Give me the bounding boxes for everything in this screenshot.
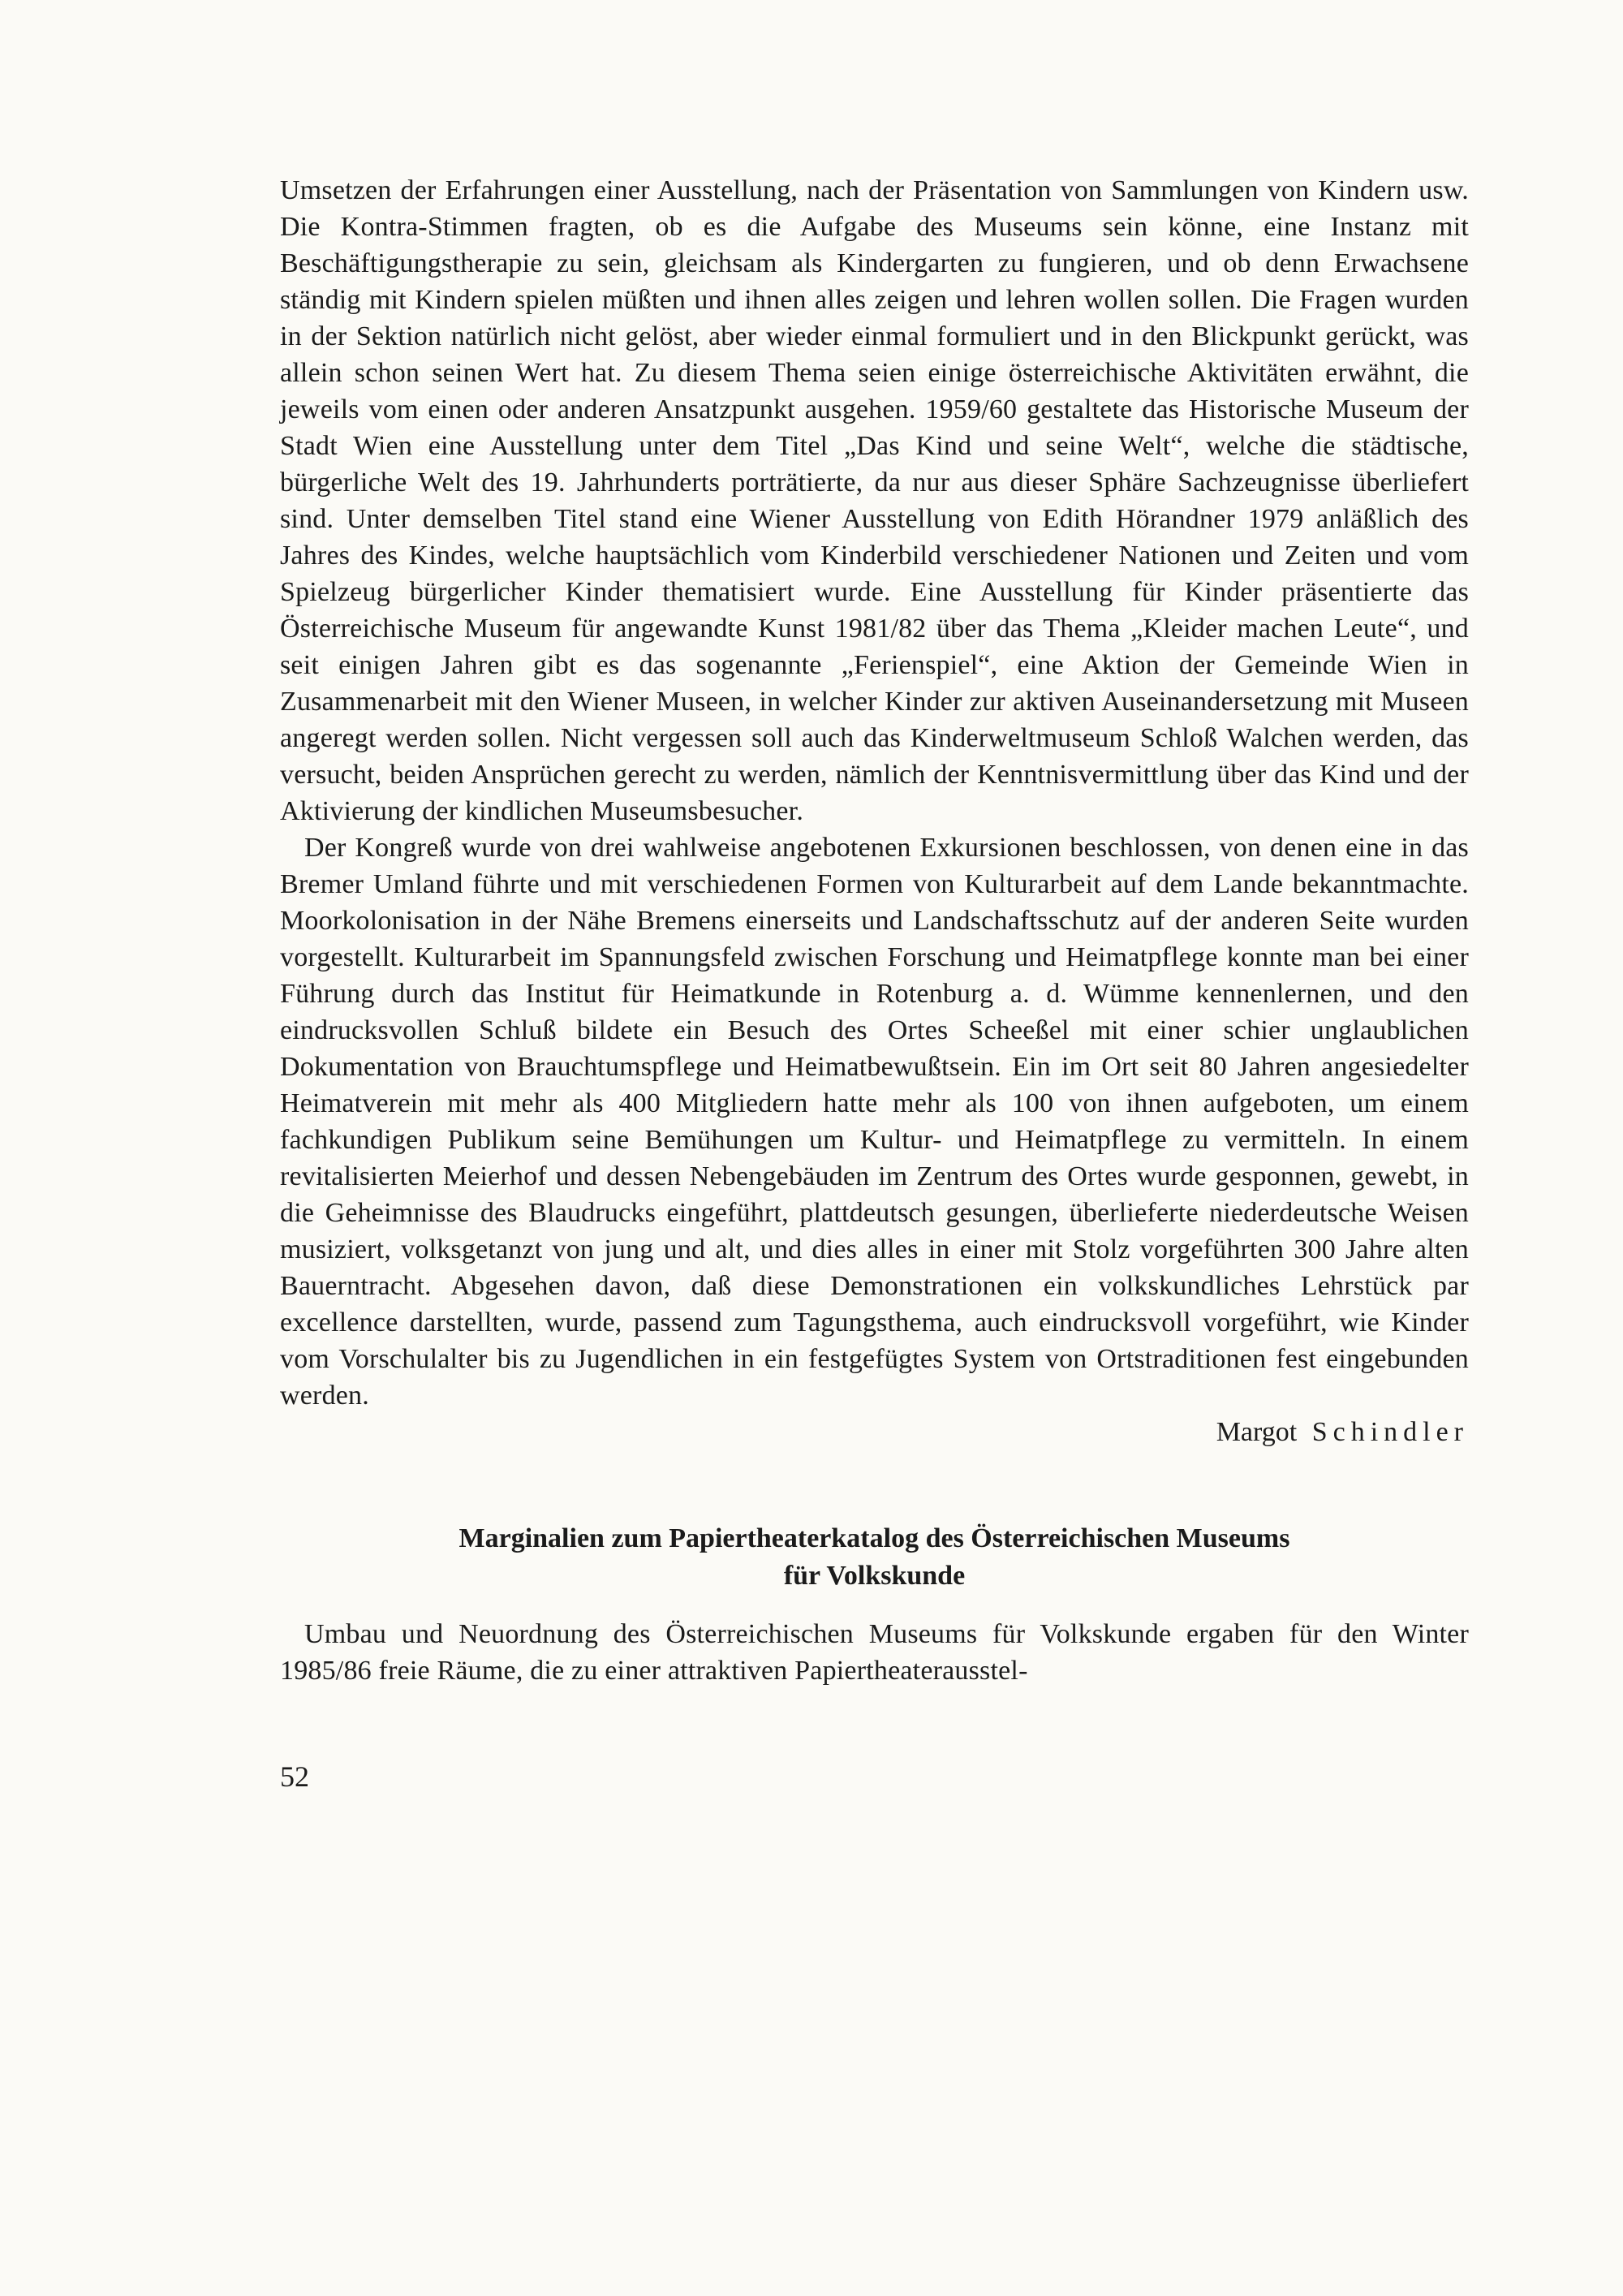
article-heading-line-2: für Volkskunde	[783, 1561, 966, 1591]
page-number: 52	[280, 1760, 309, 1793]
article-heading	[280, 1520, 1469, 1595]
article-heading-line-1: Marginalien zum Papiertheaterkatalog des Österreichischen Museums	[458, 1523, 1290, 1553]
text-column	[280, 172, 1469, 1795]
author-signature	[280, 1414, 1469, 1450]
paragraph-new-article-intro: Umbau und Neuordnung des Österreichischen Museums für Volkskunde ergaben für den Winter 1985/86 freie Räume, die zu einer attraktiven Papiertheaterausstel-	[280, 1619, 1469, 1686]
paragraph-continuation-museum-activities: Umsetzen der Erfahrungen einer Ausstellung, nach der Präsentation von Sammlungen von Kindern usw. Die Kontra-Stimmen fragten, ob es die Aufgabe des Museums sein könne, eine Instanz mit Beschäftigungstherapie zu sein, gleichsam als Kindergarten zu fungieren, und ob denn Erwachsene ständig mit Kindern spielen müßten und ihnen alles zeigen und lehren wollen sollen. Die Fragen wurden in der Sektion natürlich nicht gelöst, aber wieder einmal formuliert und in den Blickpunkt gerückt, was allein schon seinen Wert hat. Zu diesem Thema seien einige österreichische Aktivitäten erwähnt, die jeweils vom einen oder anderen Ansatzpunkt ausgehen. 1959/60 gestaltete das Historische Museum der Stadt Wien eine Ausstellung unter dem Titel „Das Kind und seine Welt“, welche die städtische, bürgerliche Welt des 19. Jahrhunderts porträtierte, da nur aus dieser Sphäre Sachzeugnisse überliefert sind. Unter demselben Titel stand eine Wiener Ausstellung von Edith Hörandner 1979 anläßlich des Jahres des Kindes, welche hauptsächlich vom Kinderbild verschiedener Nationen und Zeiten und vom Spielzeug bürgerlicher Kinder thematisiert wurde. Eine Ausstellung für Kinder präsentierte das Österreichische Museum für angewandte Kunst 1981/82 über das Thema „Kleider machen Leute“, und seit einigen Jahren gibt es das sogenannte „Ferienspiel“, eine Aktion der Gemeinde Wien in Zusammenarbeit mit den Wiener Museen, in welcher Kinder zur aktiven Auseinandersetzung mit Museen angeregt werden sollen. Nicht vergessen soll auch das Kinderweltmuseum Schloß Walchen werden, das versucht, beiden Ansprüchen gerecht zu werden, nämlich der Kenntnisvermittlung über das Kind und der Aktivierung der kindlichen Museumsbesucher.	[280, 175, 1469, 826]
paragraph-congress-excursions: Der Kongreß wurde von drei wahlweise angebotenen Exkursionen beschlossen, von denen eine in das Bremer Umland führte und mit verschiedenen Formen von Kulturarbeit auf dem Lande bekanntmachte. Moorkolonisation in der Nähe Bremens einerseits und Landschaftsschutz auf der anderen Seite wurden vorgestellt. Kulturarbeit im Spannungsfeld zwischen Forschung und Heimatpflege konnte man bei einer Führung durch das Institut für Heimatkunde in Rotenburg a. d. Wümme kennenlernen, und den eindrucksvollen Schluß bildete ein Besuch des Ortes Scheeßel mit einer schier unglaublichen Dokumentation von Brauchtumspflege und Heimatbewußtsein. Ein im Ort seit 80 Jahren angesiedelter Heimatverein mit mehr als 400 Mitgliedern hatte mehr als 100 von ihnen aufgeboten, um einem fachkundigen Publikum seine Bemühungen um Kultur- und Heimatpflege zu vermitteln. In einem revitalisierten Meierhof und dessen Nebengebäuden im Zentrum des Ortes wurde gesponnen, gewebt, in die Geheimnisse des Blaudrucks eingeführt, plattdeutsch gesungen, überlieferte niederdeutsche Weisen musiziert, volksgetanzt von jung und alt, und dies alles in einer mit Stolz vorgeführten 300 Jahre alten Bauerntracht. Abgesehen davon, daß diese Demonstrationen ein volkskundliches Lehrstück par excellence darstellten, wurde, passend zum Tagungsthema, auch eindrucksvoll vorgeführt, wie Kinder vom Vorschulalter bis zu Jugendlichen in ein festgefügtes System von Ortstraditionen fest eingebunden werden.	[280, 833, 1469, 1411]
author-family-name: Schindler	[1311, 1417, 1469, 1447]
author-given-name: Margot	[1216, 1417, 1298, 1447]
